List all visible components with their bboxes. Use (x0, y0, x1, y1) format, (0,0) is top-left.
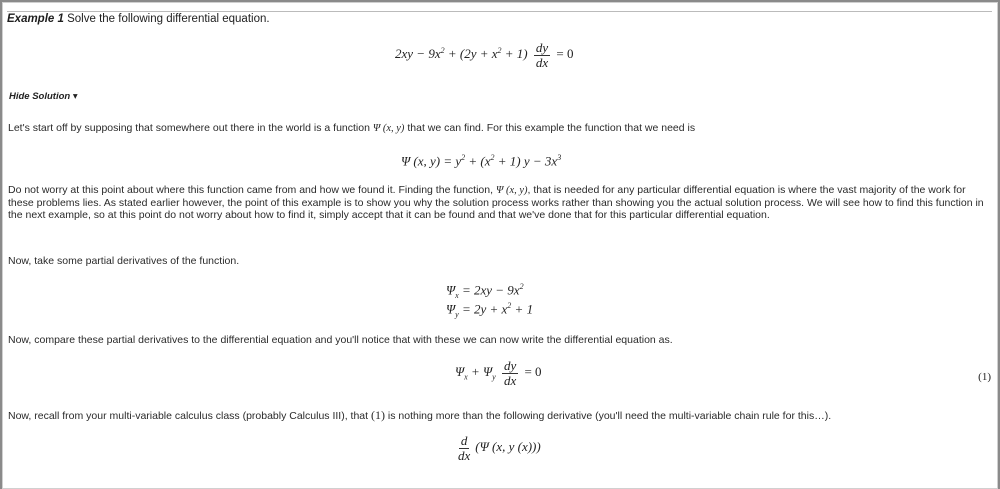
eq-part: Ψ (446, 301, 456, 317)
eq-part: 2xy − 9x (395, 46, 441, 62)
example-prompt: Solve the following differential equation. (67, 13, 270, 25)
exponent: 2 (507, 301, 512, 310)
eq-part: = 2y + x (458, 301, 508, 317)
eq-part: = 0 (524, 364, 542, 380)
worry-paragraph (8, 184, 990, 222)
fraction-numerator: dy (503, 358, 517, 373)
eq-part: (Ψ (x, y (x))) (475, 439, 541, 455)
inline-math: Ψ (x, y) (495, 185, 528, 196)
exponent: 2 (440, 45, 445, 55)
eq-part: + (2y + x (444, 46, 498, 62)
psi-definition (401, 153, 561, 169)
eq-part: Ψ (455, 364, 465, 380)
subscript: x (464, 372, 468, 382)
eq-part: Ψ (x, y) = y (401, 153, 462, 169)
document-frame (2, 2, 998, 489)
exponent: 2 (461, 153, 466, 162)
hide-solution-toggle[interactable] (9, 91, 78, 102)
fraction-denominator: dx (503, 372, 517, 388)
eq-part: + (x (465, 153, 491, 169)
eq-part: Ψ (446, 282, 456, 298)
total-derivative (453, 434, 541, 462)
exponent: 2 (519, 282, 524, 291)
subscript: y (455, 309, 459, 319)
text: vast majority of the work for these problems lies. As stated earlier however, the point of this example is to show you why the solution process works rather than showing you the actual solution process. We will see how to find this function in the next example, so at this point do not worry about how to find it, simply accept that it can be found and that we've done that for this particular differential equation. (8, 184, 984, 222)
fraction-dy-dx (502, 359, 518, 387)
eq-part: = 2xy − 9x (458, 282, 520, 298)
text: that we can find. For this example the function that we need is (404, 122, 696, 134)
combined-equation (455, 359, 542, 387)
eq-part: = 0 (556, 46, 574, 62)
equation-reference[interactable]: (1) (370, 408, 385, 422)
text: is nothing more than the following derivative (you'll need the multi-variable chain rule for this…). (384, 410, 832, 422)
example-heading (7, 11, 992, 25)
eq-part: + Ψ (467, 364, 493, 380)
compare-paragraph: Now, compare these partial derivatives to the differential equation and you'll notice that with these we can now write the differential equation as. (8, 334, 673, 346)
psi-y-equation (446, 301, 533, 319)
main-equation (395, 41, 574, 69)
example-label: Example 1 (7, 13, 64, 25)
fraction-numerator: dy (535, 40, 549, 55)
caret-down-icon: ▾ (72, 91, 78, 102)
text: Do not worry at this point about where this function came from and how we found it. Finding the function, (8, 184, 496, 196)
inline-math: Ψ (x, y) (372, 123, 405, 134)
fraction-denominator: dx (458, 447, 471, 463)
partials-paragraph: Now, take some partial derivatives of the function. (8, 255, 240, 267)
text: Let's start off by supposing that somewhere out there in the world is a function (8, 122, 373, 134)
equation-number: (1) (978, 371, 991, 383)
subscript: x (455, 290, 459, 300)
exponent: 2 (490, 153, 495, 162)
eq-part: + 1) y − 3x (494, 153, 558, 169)
exponent: 2 (497, 45, 502, 55)
fraction-dy-dx (534, 41, 550, 69)
fraction-numerator: d (460, 433, 468, 448)
text: Now, recall from your multi-variable calculus class (probably Calculus III), that (8, 410, 371, 422)
fraction-d-dx (456, 434, 472, 462)
intro-paragraph (8, 122, 695, 135)
eq-part: + 1 (511, 301, 534, 317)
toggle-label: Hide Solution (9, 91, 71, 102)
eq-part: + 1) (501, 46, 528, 62)
text: , that is needed for any particular differential equation is where the (527, 184, 835, 196)
psi-x-equation (446, 282, 524, 300)
exponent: 3 (557, 153, 562, 162)
recall-paragraph (8, 409, 831, 422)
subscript: y (492, 372, 496, 382)
fraction-denominator: dx (535, 54, 549, 70)
